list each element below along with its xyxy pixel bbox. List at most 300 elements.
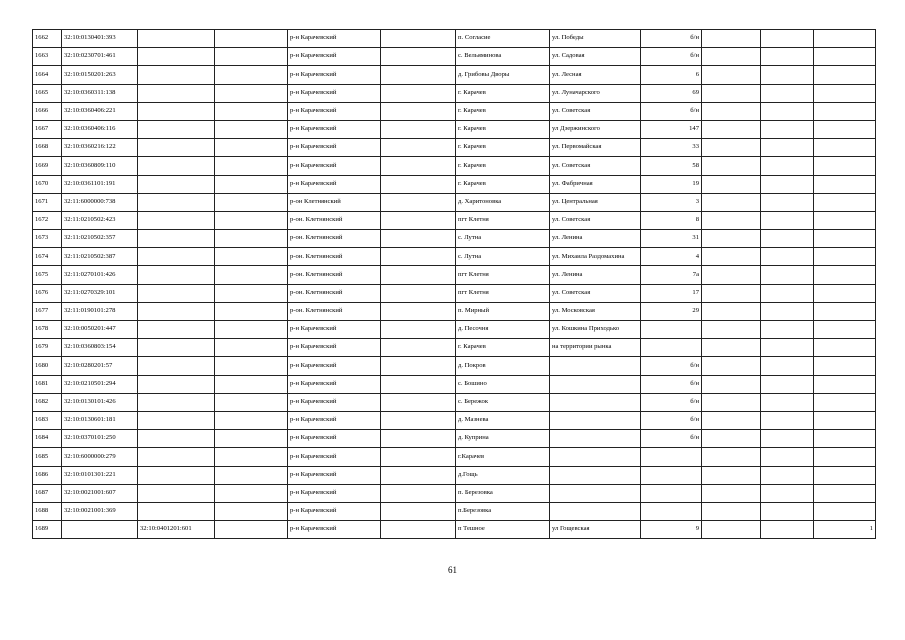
table-cell: р-н Карачевский (288, 157, 381, 175)
table-cell (138, 157, 215, 175)
table-cell (381, 139, 456, 157)
table-cell (814, 466, 876, 484)
table-cell (702, 302, 761, 320)
table-cell (702, 84, 761, 102)
table-cell (215, 84, 288, 102)
table-cell: 32:10:0130101:426 (62, 393, 138, 411)
table-cell (138, 448, 215, 466)
table-cell: 1683 (33, 411, 62, 429)
table-cell (814, 266, 876, 284)
table-cell (761, 120, 814, 138)
table-cell: 32:11:0270329:101 (62, 284, 138, 302)
table-cell (814, 302, 876, 320)
table-cell: 32:10:0210501:294 (62, 375, 138, 393)
table-cell (761, 302, 814, 320)
table-cell (702, 484, 761, 502)
table-cell: 29 (641, 302, 702, 320)
table-cell: пгт Клетня (456, 211, 550, 229)
table-cell: 32:10:0280201:57 (62, 357, 138, 375)
table-cell: б/н (641, 393, 702, 411)
table-cell: 32:11:0210502:423 (62, 211, 138, 229)
table-cell (215, 230, 288, 248)
table-row (33, 284, 876, 302)
table-cell (215, 30, 288, 48)
table-cell: 1677 (33, 302, 62, 320)
table-row (33, 321, 876, 339)
table-cell (814, 284, 876, 302)
table-cell (702, 466, 761, 484)
table-cell: г. Карачев (456, 175, 550, 193)
table-cell: 3 (641, 193, 702, 211)
table-cell: г.Карачев (456, 448, 550, 466)
table-cell (702, 193, 761, 211)
table-cell (814, 157, 876, 175)
table-cell (814, 102, 876, 120)
table-cell (215, 411, 288, 429)
table-cell: 32:11:0190101:278 (62, 302, 138, 320)
table-cell (761, 357, 814, 375)
table-cell (215, 357, 288, 375)
table-cell: 32:10:6000000:279 (62, 448, 138, 466)
table-row (33, 430, 876, 448)
table-cell (641, 339, 702, 357)
table-cell (138, 175, 215, 193)
table-cell: ул. Ленина (550, 230, 641, 248)
table-cell: 1670 (33, 175, 62, 193)
table-cell: р-н Карачевский (288, 175, 381, 193)
table-cell (814, 484, 876, 502)
table-cell: б/н (641, 430, 702, 448)
table-cell: ул. Лесная (550, 66, 641, 84)
table-cell: с. Бережок (456, 393, 550, 411)
table-cell (138, 139, 215, 157)
table-cell (215, 157, 288, 175)
table-cell: 8 (641, 211, 702, 229)
table-cell (702, 102, 761, 120)
table-cell (138, 302, 215, 320)
table-row (33, 139, 876, 157)
table-cell (550, 375, 641, 393)
table-cell (138, 321, 215, 339)
table-cell (381, 321, 456, 339)
table-cell: 32:10:0230701:461 (62, 48, 138, 66)
table-cell: 32:10:0360406:116 (62, 120, 138, 138)
table-row (33, 66, 876, 84)
table-cell: 1678 (33, 321, 62, 339)
table-cell (138, 266, 215, 284)
table-cell: ул. Первомайская (550, 139, 641, 157)
table-row (33, 175, 876, 193)
table-cell (761, 139, 814, 157)
table-cell (702, 393, 761, 411)
table-cell (138, 193, 215, 211)
table-cell: 1664 (33, 66, 62, 84)
table-cell (814, 230, 876, 248)
table-cell: 32:11:6000000:738 (62, 193, 138, 211)
table-cell (702, 157, 761, 175)
table-cell (381, 357, 456, 375)
table-cell (138, 393, 215, 411)
table-cell (381, 411, 456, 429)
table-cell: р-н Карачевский (288, 448, 381, 466)
table-cell: 1689 (33, 521, 62, 539)
table-cell (138, 120, 215, 138)
table-cell: 33 (641, 139, 702, 157)
table-cell: 1676 (33, 284, 62, 302)
table-body (33, 30, 876, 539)
table-cell: р-он. Клетнянский (288, 302, 381, 320)
table-cell (138, 357, 215, 375)
table-cell: р-он. Клетнянский (288, 266, 381, 284)
table-cell: п. Согласие (456, 30, 550, 48)
table-cell: 32:10:0021001:607 (62, 484, 138, 502)
table-cell: г. Карачев (456, 102, 550, 120)
table-cell: 1662 (33, 30, 62, 48)
table-cell (138, 248, 215, 266)
table-cell (381, 84, 456, 102)
table-cell (381, 248, 456, 266)
table-cell (702, 48, 761, 66)
table-cell: 147 (641, 120, 702, 138)
table-cell (381, 466, 456, 484)
table-cell: ул. Советская (550, 102, 641, 120)
table-row (33, 466, 876, 484)
table-cell: 1686 (33, 466, 62, 484)
table-cell (215, 430, 288, 448)
table-cell: б/н (641, 411, 702, 429)
table-cell (215, 120, 288, 138)
table-cell (381, 120, 456, 138)
table-cell (761, 102, 814, 120)
table-cell: ул. Фабричная (550, 175, 641, 193)
table-cell (381, 211, 456, 229)
table-cell: 1673 (33, 230, 62, 248)
table-cell (381, 230, 456, 248)
table-cell (215, 66, 288, 84)
table-cell (702, 120, 761, 138)
table-cell (702, 139, 761, 157)
table-cell: пгт Клетня (456, 284, 550, 302)
table-cell: ул Дзержинского (550, 120, 641, 138)
table-cell: ул. Советская (550, 284, 641, 302)
table-cell (381, 48, 456, 66)
table-row (33, 502, 876, 520)
table-cell: 32:10:0360216:122 (62, 139, 138, 157)
table-cell (761, 266, 814, 284)
table-cell (702, 248, 761, 266)
table-cell: п. Мирный (456, 302, 550, 320)
table-cell: 32:10:0130601:181 (62, 411, 138, 429)
table-row (33, 266, 876, 284)
table-cell: ул. Советская (550, 157, 641, 175)
table-cell: ул. Советская (550, 211, 641, 229)
table-cell: б/н (641, 30, 702, 48)
table-cell (381, 157, 456, 175)
table-cell (215, 48, 288, 66)
table-cell (702, 211, 761, 229)
table-cell: р-н Карачевский (288, 502, 381, 520)
table-cell (215, 448, 288, 466)
table-cell: р-н Карачевский (288, 120, 381, 138)
table-cell (215, 339, 288, 357)
table-cell: п. Березовка (456, 484, 550, 502)
table-cell: ул. Садовая (550, 48, 641, 66)
table-cell: б/н (641, 375, 702, 393)
table-cell (381, 484, 456, 502)
table-row (33, 120, 876, 138)
table-cell (215, 193, 288, 211)
table-cell: г. Карачев (456, 139, 550, 157)
table-cell: р-н Карачевский (288, 411, 381, 429)
table-cell (814, 393, 876, 411)
table-cell: д. Харитоновка (456, 193, 550, 211)
table-cell (381, 448, 456, 466)
table-cell (814, 321, 876, 339)
table-cell (761, 339, 814, 357)
table-cell (138, 411, 215, 429)
table-cell: ул. Ленина (550, 266, 641, 284)
table-cell (215, 302, 288, 320)
table-cell (761, 157, 814, 175)
table-cell (215, 484, 288, 502)
table-cell: 32:10:0360406:221 (62, 102, 138, 120)
table-cell: 1 (814, 521, 876, 539)
table-cell (814, 339, 876, 357)
table-cell (381, 502, 456, 520)
table-cell (381, 521, 456, 539)
table-cell (641, 502, 702, 520)
table-cell (215, 266, 288, 284)
table-cell (814, 211, 876, 229)
table-cell (215, 175, 288, 193)
table-cell: 1684 (33, 430, 62, 448)
table-cell: 32:10:0360803:154 (62, 339, 138, 357)
table-cell: с. Бошино (456, 375, 550, 393)
table-cell: р-н Карачевский (288, 102, 381, 120)
table-row (33, 48, 876, 66)
table-row (33, 30, 876, 48)
table-cell: г. Карачев (456, 84, 550, 102)
table-cell (215, 375, 288, 393)
table-cell (381, 66, 456, 84)
table-cell: 1688 (33, 502, 62, 520)
table-cell: 7а (641, 266, 702, 284)
table-cell (761, 193, 814, 211)
table-cell: р-н Карачевский (288, 393, 381, 411)
table-cell: г. Карачев (456, 120, 550, 138)
table-cell (702, 502, 761, 520)
table-cell: 1679 (33, 339, 62, 357)
table-cell (215, 502, 288, 520)
table-row (33, 448, 876, 466)
table-cell (215, 393, 288, 411)
table-cell: 1671 (33, 193, 62, 211)
table-cell (215, 248, 288, 266)
table-cell (814, 430, 876, 448)
table-cell: ул. Кошкина Приходько (550, 321, 641, 339)
table-cell: 32:10:0370101:250 (62, 430, 138, 448)
table-cell: 1669 (33, 157, 62, 175)
table-cell (550, 484, 641, 502)
table-cell (215, 284, 288, 302)
table-cell: ул. Центральная (550, 193, 641, 211)
page-number: 61 (448, 565, 457, 575)
table-cell (381, 430, 456, 448)
table-row (33, 84, 876, 102)
table-cell (702, 339, 761, 357)
table-cell: р-он. Клетнянский (288, 248, 381, 266)
table-cell: 1665 (33, 84, 62, 102)
table-cell: д. Песочня (456, 321, 550, 339)
table-cell: р-он. Клетнянский (288, 284, 381, 302)
table-cell (381, 339, 456, 357)
table-cell (761, 466, 814, 484)
table-cell: 32:10:0360809:110 (62, 157, 138, 175)
table-cell: 1666 (33, 102, 62, 120)
table-cell (381, 284, 456, 302)
table-cell (702, 411, 761, 429)
table-cell: с. Вельяминова (456, 48, 550, 66)
table-cell (761, 211, 814, 229)
table-cell (761, 502, 814, 520)
table-cell: р-н Карачевский (288, 466, 381, 484)
table-row (33, 521, 876, 539)
table-cell: 1675 (33, 266, 62, 284)
table-cell: с. Лутна (456, 248, 550, 266)
table-cell (138, 339, 215, 357)
table-cell: 32:10:0150201:263 (62, 66, 138, 84)
table-cell (761, 375, 814, 393)
table-cell: 32:10:0050201:447 (62, 321, 138, 339)
table-cell: 6 (641, 66, 702, 84)
table-cell (138, 211, 215, 229)
table-cell (138, 375, 215, 393)
table-cell: г. Карачев (456, 339, 550, 357)
table-cell: пгт Клетня (456, 266, 550, 284)
table-cell (138, 30, 215, 48)
table-cell (138, 484, 215, 502)
table-cell (381, 375, 456, 393)
table-cell: б/н (641, 102, 702, 120)
table-cell (138, 48, 215, 66)
table-cell (702, 30, 761, 48)
table-cell (702, 66, 761, 84)
table-cell: 32:10:0361101:191 (62, 175, 138, 193)
table-cell: ул. Михаила Раздомахина (550, 248, 641, 266)
table-cell: 1674 (33, 248, 62, 266)
table-cell (814, 66, 876, 84)
table-cell (814, 448, 876, 466)
table-cell: д. Грибовы Дворы (456, 66, 550, 84)
table-cell (138, 230, 215, 248)
table-cell: на территории рынка (550, 339, 641, 357)
table-cell (641, 448, 702, 466)
table-cell (381, 30, 456, 48)
table-cell (761, 321, 814, 339)
table-cell (62, 521, 138, 539)
table-cell: б/н (641, 357, 702, 375)
table-cell (215, 521, 288, 539)
table-cell (550, 448, 641, 466)
table-cell: р-н Карачевский (288, 484, 381, 502)
table-cell: 58 (641, 157, 702, 175)
table-cell (761, 448, 814, 466)
table-cell (761, 84, 814, 102)
table-cell: д. Покров (456, 357, 550, 375)
table-cell (702, 284, 761, 302)
table-cell: 9 (641, 521, 702, 539)
table-cell: 32:11:0210502:387 (62, 248, 138, 266)
table-cell (814, 48, 876, 66)
table-cell: ул. Луначарского (550, 84, 641, 102)
table-cell: р-н Карачевский (288, 375, 381, 393)
table-row (33, 357, 876, 375)
table-cell: с. Лутна (456, 230, 550, 248)
table-row (33, 211, 876, 229)
table-cell (138, 66, 215, 84)
table-cell (814, 411, 876, 429)
table-cell: п Тешное (456, 521, 550, 539)
table-cell (702, 266, 761, 284)
table-row (33, 339, 876, 357)
table-cell (550, 466, 641, 484)
table-cell: п.Березовка (456, 502, 550, 520)
table-cell (761, 430, 814, 448)
table-cell: 32:10:0021001:369 (62, 502, 138, 520)
table-cell (814, 357, 876, 375)
table-cell: 1667 (33, 120, 62, 138)
table-cell: д.Гощь (456, 466, 550, 484)
table-row (33, 302, 876, 320)
table-cell (138, 466, 215, 484)
table-cell (641, 484, 702, 502)
table-cell: д. Куприна (456, 430, 550, 448)
table-cell: ул. Победы (550, 30, 641, 48)
table-cell (138, 430, 215, 448)
table-cell (702, 230, 761, 248)
table-cell: 17 (641, 284, 702, 302)
table-cell: 32:10:0130401:393 (62, 30, 138, 48)
table-cell: р-н Карачевский (288, 30, 381, 48)
table-cell: р-н Карачевский (288, 357, 381, 375)
table-cell (215, 211, 288, 229)
table-cell (814, 193, 876, 211)
table-cell (702, 448, 761, 466)
table-cell (761, 411, 814, 429)
table-cell (550, 502, 641, 520)
table-row (33, 393, 876, 411)
table-row (33, 411, 876, 429)
table-cell (381, 175, 456, 193)
table-cell: 1687 (33, 484, 62, 502)
table-cell (761, 484, 814, 502)
table-row (33, 230, 876, 248)
table-cell (702, 357, 761, 375)
table-cell: 1680 (33, 357, 62, 375)
table-cell: 31 (641, 230, 702, 248)
table-cell (138, 84, 215, 102)
table-cell: р-н Карачевский (288, 66, 381, 84)
table-cell (138, 102, 215, 120)
table-cell: р-н Карачевский (288, 321, 381, 339)
table-cell (814, 502, 876, 520)
table-cell: 1685 (33, 448, 62, 466)
table-cell (814, 120, 876, 138)
table-cell: г. Карачев (456, 157, 550, 175)
table-row (33, 375, 876, 393)
table-cell (138, 284, 215, 302)
table-cell (761, 30, 814, 48)
